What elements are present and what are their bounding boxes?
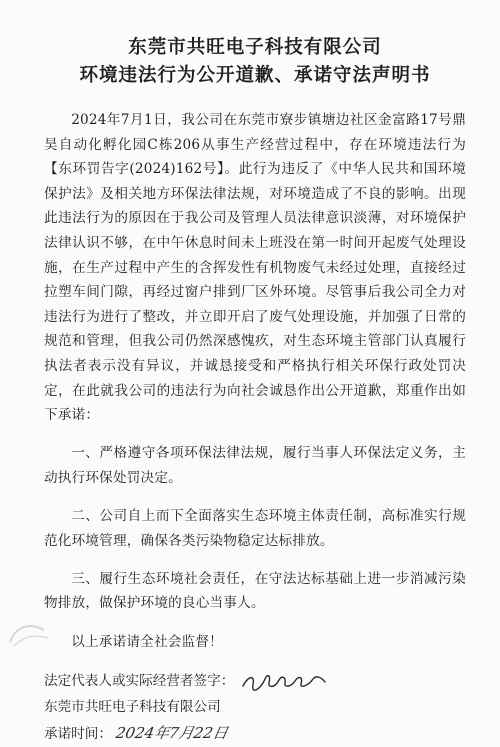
handwritten-date: 2024年7月22日 bbox=[114, 724, 230, 743]
pledge-item-2: 二、公司自上而下全面落实生态环境主体责任制，高标准实行规范化环境管理，确保各类污染物稳定达标排放。 bbox=[44, 508, 466, 549]
representative-label: 法定代表人或实际经营者签字： bbox=[44, 673, 235, 690]
date-label: 承诺时间： bbox=[44, 726, 112, 743]
document-title-line-2: 环境违法行为公开道歉、承诺守法声明书 bbox=[79, 65, 431, 86]
stamp-fragment bbox=[4, 612, 56, 652]
signature-block bbox=[44, 668, 466, 747]
handwritten-signature bbox=[239, 671, 329, 693]
pledge-item-1: 一、严格遵守各项环保法律法规，履行当事人环保法定义务，主动执行环保处罚决定。 bbox=[44, 445, 466, 486]
company-line: 东莞市共旺电子科技有限公司 bbox=[44, 699, 221, 716]
representative-line bbox=[44, 668, 466, 694]
statement-paragraph: 2024年7月1日，我公司在东莞市寮步镇塘边社区金富路17号鼎昊自动化孵化园C栋206从事生产经营过程中，存在环境违法行为【东环罚告字(2024)162号】。此行为违反了《中华人民共和国环境保护法》及相关地方环保法律法规，对环境造成了不良的影响。出现此违法行为的原因在于我公司及管理人员法律意识淡薄，对环境保护法律认识不够，在中午休息时间未上班没在第一时间开起废气处理设施，在生产过程中产生的含挥发性有机物废气未经过处理，直接经过拉塑车间门隙，再经过窗户排到厂区外环境。尽管事后我公司全力对违法行为进行了整改，并立即开启了废气处理设施，并加强了日常的规范和管理，但我公司仍然深感愧疚，对生态环境主管部门认真履行执法者表示没有异议，并诚恳接受和严格执行相关环保行政处罚决定，在此就我公司的违法行为向社会诚恳作出公开道歉，郑重作出如下承诺： bbox=[44, 112, 466, 424]
document-title-line-1: 东莞市共旺电子科技有限公司 bbox=[128, 37, 382, 58]
date-line bbox=[44, 720, 466, 747]
pledge-list bbox=[44, 441, 466, 654]
closing-statement: 以上承诺请全社会监督！ bbox=[71, 633, 223, 650]
document-body bbox=[44, 108, 466, 654]
pledge-item-3: 三、履行生态环境社会责任，在守法达标基础上进一步消减污染物排放，做保护环境的良心当事人。 bbox=[44, 570, 466, 612]
